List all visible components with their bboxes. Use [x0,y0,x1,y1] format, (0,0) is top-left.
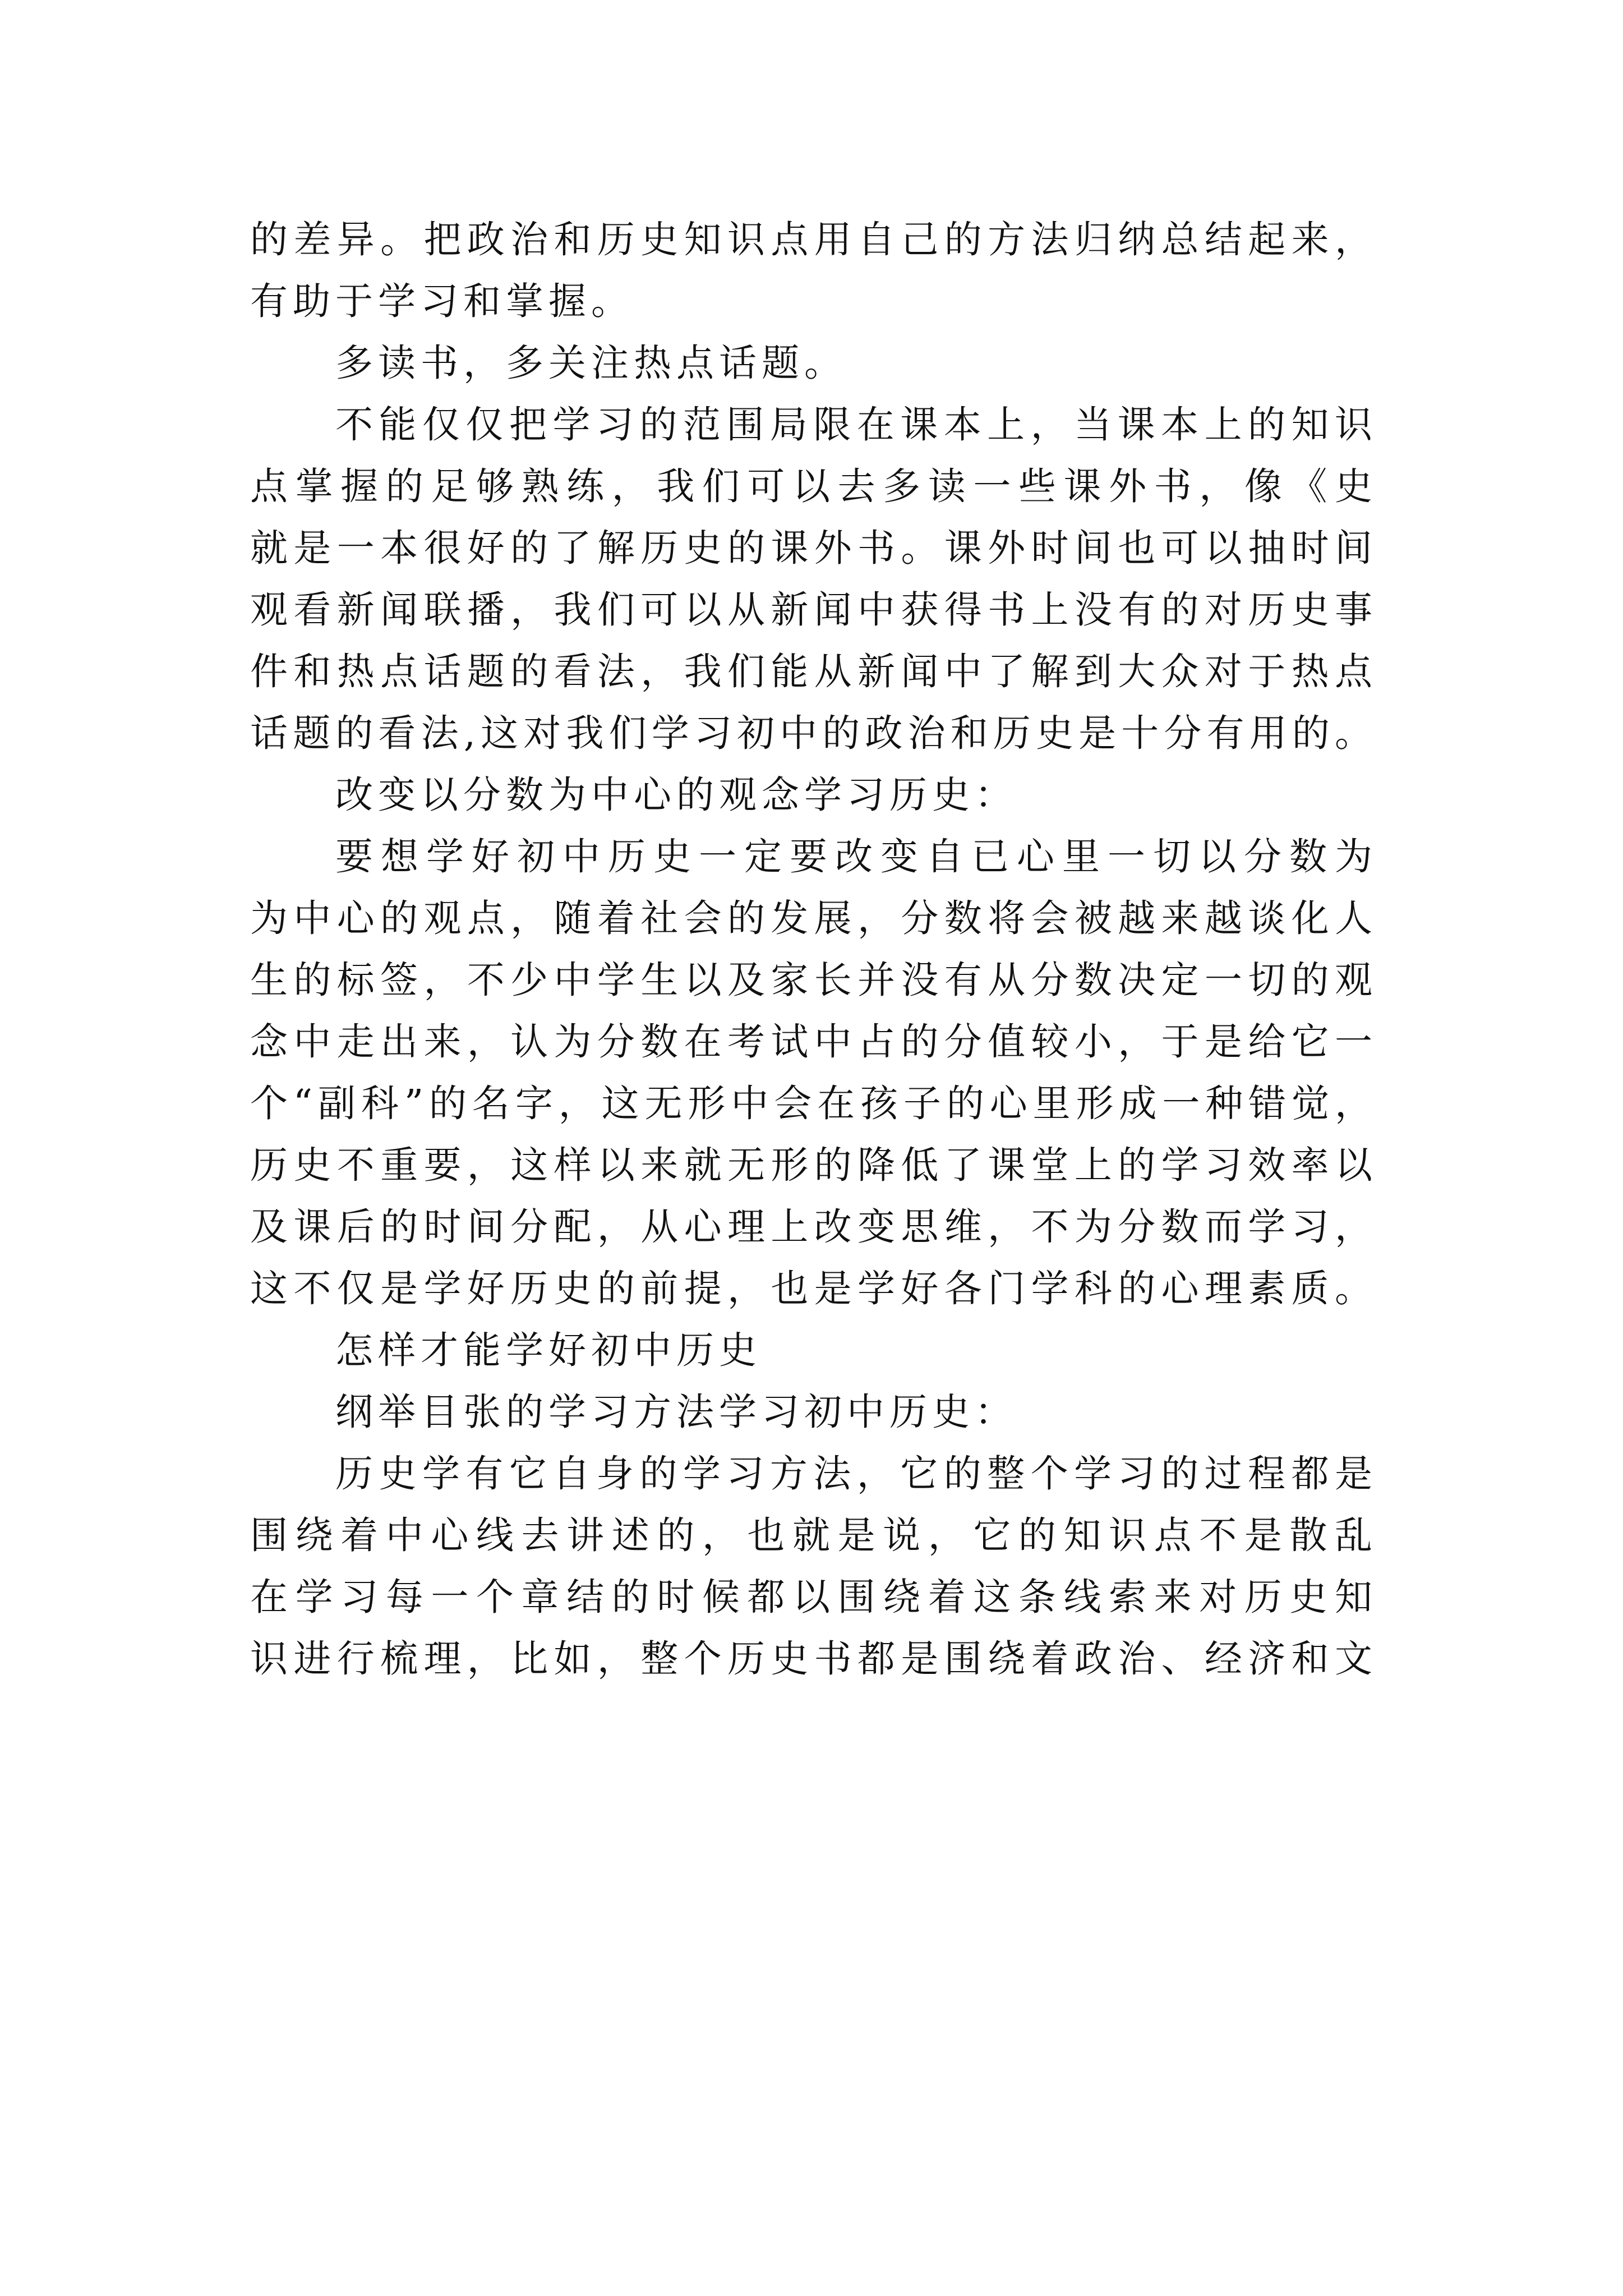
text-line: 点掌握的足够熟练，我们可以去多读一些课外书，像《史 [250,464,1377,508]
text-line: 有助于学习和掌握。 [250,279,634,323]
text-line: 为中心的观点，随着社会的发展，分数将会被越来越谈化人 [250,896,1377,940]
text-line: 件和热点话题的看法，我们能从新闻中了解到大众对于热点 [250,650,1377,693]
section-heading: 改变以分数为中心的观念学习历史： [335,773,1017,817]
text-line: 的差异。把政治和历史知识点用自己的方法归纳总结起来， [250,218,1377,261]
section-heading: 怎样才能学好初中历史 [335,1328,762,1372]
text-line: 及课后的时间分配，从心理上改变思维，不为分数而学习， [250,1205,1377,1249]
body-text [250,209,1377,1690]
section-heading: 多读书，多关注热点话题。 [335,341,847,385]
text-line: 念中走出来，认为分数在考试中占的分值较小，于是给它一 [250,1020,1377,1064]
text-line: 不能仅仅把学习的范围局限在课本上，当课本上的知识 [335,403,1377,447]
text-line: 识进行梳理，比如，整个历史书都是围绕着政治、经济和文 [250,1637,1377,1681]
text-line: 就是一本很好的了解历史的课外书。课外时间也可以抽时间 [250,526,1377,570]
text-line: 生的标签，不少中学生以及家长并没有从分数决定一切的观 [250,958,1377,1002]
text-line: 在学习每一个章结的时候都以围绕着这条线索来对历史知 [250,1575,1377,1619]
text-line: 这不仅是学好历史的前提，也是学好各门学科的心理素质。 [250,1267,1377,1310]
text-line: 个“副科”的名字，这无形中会在孩子的心里形成一种错觉， [250,1082,1377,1125]
text-line: 历史学有它自身的学习方法，它的整个学习的过程都是 [335,1452,1377,1496]
text-line: 话题的看法,这对我们学习初中的政治和历史是十分有用的。 [250,711,1377,755]
text-line: 观看新闻联播，我们可以从新闻中获得书上没有的对历史事 [250,588,1377,632]
text-line: 要想学好初中历史一定要改变自已心里一切以分数为 [335,835,1377,878]
text-line: 围绕着中心线去讲述的，也就是说，它的知识点不是散乱 [250,1513,1377,1557]
section-heading: 纲举目张的学习方法学习初中历史： [335,1390,1017,1434]
text-line: 历史不重要，这样以来就无形的降低了课堂上的学习效率以 [250,1143,1377,1187]
